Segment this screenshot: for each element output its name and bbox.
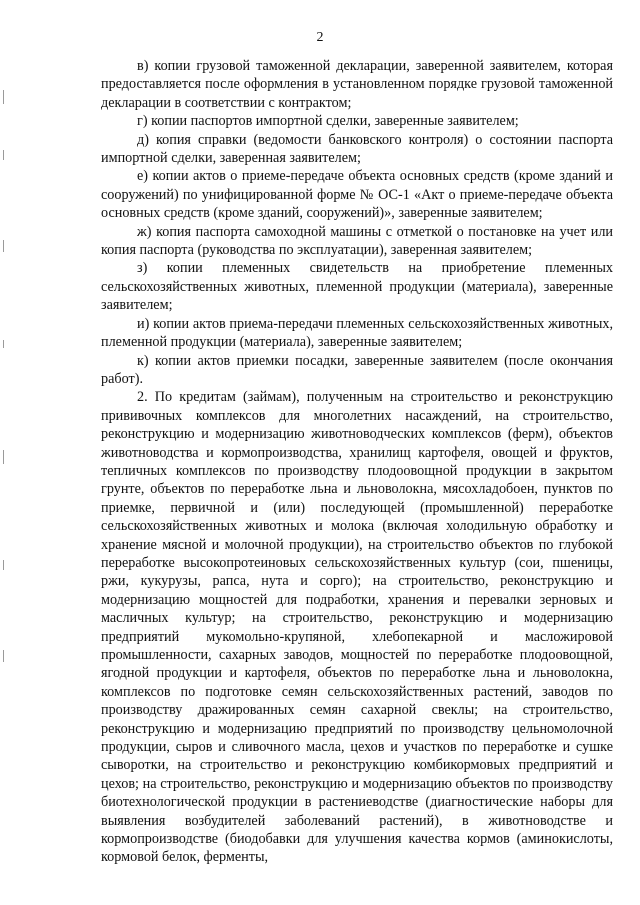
paragraph-item-v: в) копии грузовой таможенной декларации, заверенной заявителем, которая предоставляется после оформления в установленном порядке грузовой таможенной декларации в соответствии с контрактом; [101, 58, 613, 111]
paragraph-section-2: 2. По кредитам (займам), полученным на строительство и реконструкцию прививочных комплексов для многолетних насаждений, на строительство, реконструкцию и модернизацию животноводческих комплексов (ферм), объектов животноводства и кормопроизводства, хранилищ картофеля, овощей и фруктов, тепличных комплексов по производству плодоовощной продукции в закрытом грунте, объектов по переработке льна и льноволокна, мясохладобоен, пунктов по приемке, первичной и (или) последующей (промышленной) переработке сельскохозяйственных животных и молока (включая холодильную обработку и хранение мясной и молочной продукции), на строительство объектов по глубокой переработке высокопротеиновых сельскохозяйственных культур (сои, пшеницы, ржи, кукурузы, рапса, нута и сорго); на строительство, реконструкцию и модернизацию мощностей для подработки, хранения и перевалки зерновых и масличных культур; на строительство, реконструкцию и модернизацию предприятий мукомольно-крупяной, хлебопекарной и масложировой промышленности, сахарных заводов, мощностей по переработке плодоовощной, ягодной продукции и картофеля, объектов по переработке льна и льноволокна, комплексов по подготовке семян сельскохозяйственных растений, заводов по производству дражированных семян сахарной свеклы; на строительство, реконструкцию и модернизацию предприятий по производству цельномолочной продукции, сыров и сливочного масла, цехов и участков по переработке и сушке сыворотки, на строительство и реконструкцию комбикормовых предприятий и цехов; на строительство, реконструкцию и модернизацию объектов по производству биотехнологической продукции в растениеводстве (диагностические наборы для выявления возбудителей заболеваний растений), в животноводстве и кормопроизводстве (биодобавки для улучшения качества кормов (аминокислоты, кормовой белок, ферменты, [101, 389, 613, 866]
paragraph-item-i: и) копии актов приема-передачи племенных сельскохозяйственных животных, племенной продукции (материала), заверенные заявителем; [101, 315, 613, 351]
paragraph-item-z: з) копии племенных свидетельств на приобретение племенных сельскохозяйственных животных, племенной продукции (материала), заверенные заявителем; [101, 260, 613, 314]
scan-margin-marks [3, 90, 9, 690]
paragraph-item-d: д) копия справки (ведомости банковского контроля) о состоянии паспорта импортной сделки, заверенная заявителем; [101, 131, 613, 167]
page-number: 2 [316, 30, 324, 45]
document-body [101, 57, 613, 867]
paragraph-item-zh: ж) копия паспорта самоходной машины с отметкой о постановке на учет или копия паспорта (руководства по эксплуатации), заверенная заявителем; [101, 223, 613, 259]
paragraph-item-g: г) копии паспортов импортной сделки, заверенные заявителем; [137, 113, 519, 130]
paragraph-item-e: е) копии актов о приеме-передаче объекта основных средств (кроме зданий и сооружений) по унифицированной форме № ОС-1 «Акт о приеме-передаче объекта основных средств (кроме зданий, сооружений)», заверенные заявителем; [101, 168, 613, 222]
paragraph-item-k: к) копии актов приемки посадки, заверенные заявителем (после окончания работ). [101, 352, 613, 387]
